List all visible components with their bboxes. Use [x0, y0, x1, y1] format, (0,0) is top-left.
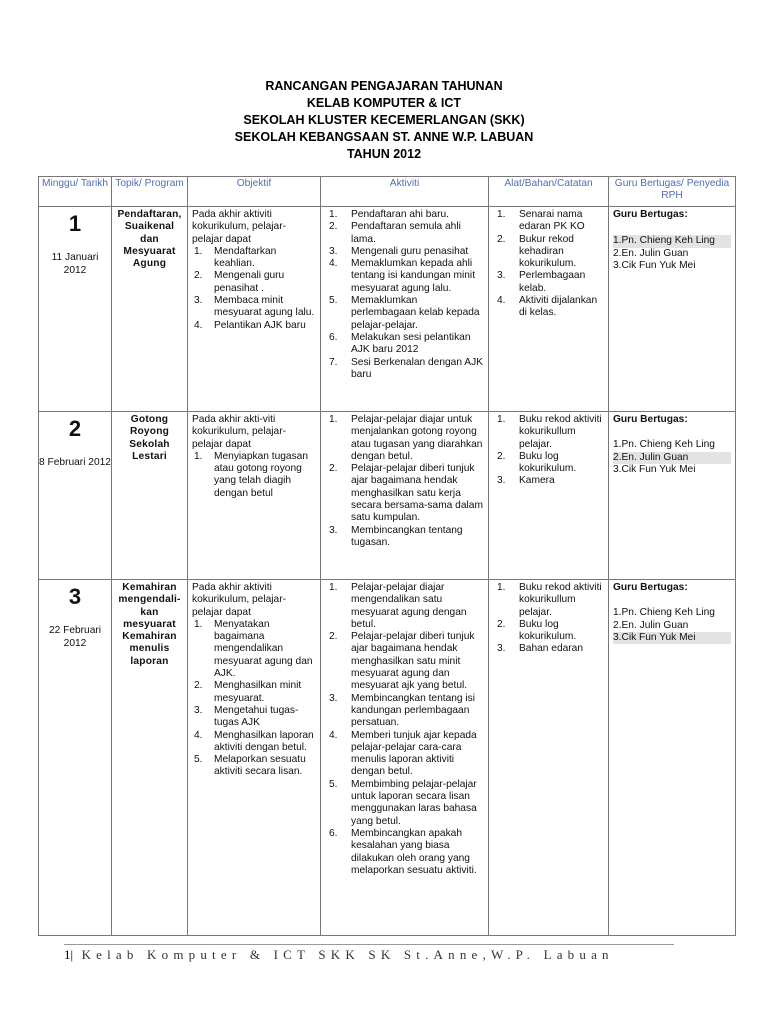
item-text: Sesi Berkenalan dengan AJK baru: [351, 356, 483, 380]
item-number: 1.: [497, 414, 506, 425]
teacher-cell: [609, 580, 736, 936]
item-number: 1.: [194, 245, 203, 257]
activity-item: [325, 295, 484, 332]
activity-cell: [321, 207, 489, 412]
objective-intro: Pada akhir aktiviti kokurikulum, pelajar-pelajar dapat: [192, 209, 286, 245]
item-text: Membimbing pelajar-pelajar untuk laporan secara lisan menggunakan laras bahasa yang betul.: [351, 778, 477, 827]
item-number: 1.: [497, 209, 506, 220]
item-number: 4.: [194, 729, 203, 741]
week-number: 1: [68, 211, 82, 236]
teacher-cell: [609, 412, 736, 580]
objective-item: [192, 320, 316, 332]
footer-rule: [64, 944, 674, 945]
activity-item: [325, 332, 484, 357]
item-number: 7.: [329, 356, 338, 368]
header-teacher: Guru Bertugas/ Penyedia RPH: [609, 177, 736, 207]
week-number: 2: [68, 416, 82, 441]
item-number: 2.: [194, 270, 203, 282]
header-activity: Aktiviti: [321, 177, 489, 207]
objective-item: [192, 270, 316, 295]
activity-item: [325, 258, 484, 295]
title-line: KELAB KOMPUTER & ICT: [306, 96, 462, 110]
item-number: 1.: [329, 414, 338, 425]
tools-cell: [489, 412, 609, 580]
tool-item: [493, 414, 604, 451]
item-text: Perlembagaan kelab.: [519, 270, 586, 294]
item-number: 1.: [497, 582, 506, 593]
activity-cell: [321, 580, 489, 936]
item-number: 4.: [329, 729, 338, 741]
activity-item: [325, 414, 484, 463]
activity-item: [325, 631, 484, 692]
item-number: 1.: [329, 582, 338, 593]
header-week: Minggu/ Tarikh: [39, 177, 112, 207]
week-cell: [39, 207, 112, 412]
objective-list: [192, 451, 316, 500]
teacher-heading: Guru Bertugas:: [613, 209, 688, 220]
week-cell: [39, 412, 112, 580]
table-row: [39, 207, 736, 412]
item-number: 6.: [329, 827, 338, 839]
item-text: Mengetahui tugas-tugas AJK: [214, 704, 299, 729]
tool-item: [493, 619, 604, 644]
document-title: [0, 78, 768, 163]
activity-item: [325, 730, 484, 779]
activity-cell: [321, 412, 489, 580]
title-line: SEKOLAH KLUSTER KECEMERLANGAN (SKK): [243, 113, 525, 127]
week-date: 11 Januari 2012: [51, 252, 99, 276]
objective-cell: [188, 412, 321, 580]
header-tools: Alat/Bahan/Catatan: [489, 177, 609, 207]
activity-item: [325, 221, 484, 246]
item-number: 2.: [194, 680, 203, 692]
objective-list: [192, 619, 316, 779]
item-text: Pelajar-pelajar diberi tunjuk ajar bagaimana hendak menghasilkan satu minit mesyuarat agung dan mesyuarat ajk yang betul.: [351, 631, 475, 692]
teacher-heading: Guru Bertugas:: [613, 582, 688, 593]
item-text: Membincangkan apakah kesalahan yang biasa dilakukan oleh orang yang melaporkan sesuatu aktiviti.: [351, 827, 477, 876]
item-number: 4.: [194, 319, 203, 331]
activity-item: [325, 828, 484, 877]
item-text: Buku rekod aktiviti kokurikullum pelajar.: [519, 582, 602, 618]
activity-item: [325, 779, 484, 828]
item-text: Buku log kokurikulum.: [519, 618, 577, 643]
item-text: Mengenali guru penasihat: [351, 245, 469, 257]
objective-item: [192, 246, 316, 271]
item-number: 2.: [497, 618, 506, 630]
week-date: 22 Februari 2012: [48, 625, 102, 649]
objective-list: [192, 246, 316, 332]
week-number: 3: [68, 584, 82, 609]
plan-table: [38, 176, 736, 936]
item-text: Melakukan sesi pelantikan AJK baru 2012: [351, 331, 471, 356]
teacher-name: 3.Cik Fun Yuk Mei: [613, 632, 731, 644]
title-line: TAHUN 2012: [346, 147, 422, 161]
teacher-name: 3.Cik Fun Yuk Mei: [613, 463, 696, 475]
teacher-name: 3.Cik Fun Yuk Mei: [613, 259, 696, 271]
item-text: Membincangkan tentang isi kandungan perlembagaan persatuan.: [351, 692, 476, 729]
activity-item: [325, 246, 484, 258]
item-number: 3.: [497, 270, 506, 282]
item-text: Pelajar-pelajar diajar untuk menjalankan gotong royong atau tugasan yang diarahkan dengan betul.: [351, 414, 483, 462]
activity-list: [325, 209, 484, 381]
item-text: Menghasilkan laporan aktiviti dengan betul.: [214, 729, 314, 753]
teacher-name: 2.En. Julin Guan: [613, 452, 731, 464]
item-number: 5.: [329, 778, 338, 790]
item-text: Membincangkan tentang tugasan.: [351, 524, 463, 548]
item-text: Senarai nama edaran PK KO: [519, 209, 585, 233]
topic-cell: Gotong Royong Sekolah Lestari: [112, 412, 188, 580]
item-number: 6.: [329, 331, 338, 343]
item-text: Pelantikan AJK baru: [214, 319, 306, 331]
item-number: 4.: [329, 258, 338, 270]
item-number: 5.: [329, 295, 338, 307]
item-text: Mengenali guru penasihat .: [214, 270, 285, 294]
item-number: 1.: [194, 450, 203, 462]
teacher-name: 1.Pn. Chieng Keh Ling: [613, 235, 731, 247]
item-text: Pendaftaran ahi baru.: [351, 209, 449, 220]
item-number: 3.: [194, 295, 203, 307]
table-header-row: [39, 177, 736, 207]
item-text: Membaca minit mesyuarat agung lalu.: [214, 295, 315, 319]
tool-list: [493, 414, 604, 488]
week-cell: [39, 580, 112, 936]
item-number: 2.: [329, 221, 338, 233]
table-row: [39, 580, 736, 936]
item-number: 1.: [194, 618, 203, 630]
teacher-heading: Guru Bertugas:: [613, 414, 688, 425]
table-row: [39, 412, 736, 580]
activity-item: [325, 693, 484, 730]
teacher-name: 1.Pn. Chieng Keh Ling: [613, 439, 715, 451]
item-number: 4.: [497, 295, 506, 307]
item-number: 3.: [497, 643, 506, 655]
tool-list: [493, 209, 604, 320]
item-text: Buku rekod aktiviti kokurikullum pelajar.: [519, 414, 602, 450]
tool-item: [493, 643, 604, 655]
tools-cell: [489, 580, 609, 936]
item-number: 2.: [329, 631, 338, 643]
item-number: 3.: [194, 704, 203, 716]
header-topic: Topik/ Program: [112, 177, 188, 207]
item-text: Pendaftaran semula ahli lama.: [351, 221, 461, 245]
tool-item: [493, 475, 604, 487]
item-text: Memaklumkan kepada ahli tentang isi kandungan minit mesyuarat agung lalu.: [351, 258, 476, 294]
tool-item: [493, 582, 604, 619]
objective-item: [192, 295, 316, 320]
item-number: 3.: [497, 475, 506, 487]
objective-item: [192, 619, 316, 680]
item-text: Memaklumkan perlembagaan kelab kepada pelajar-pelajar.: [351, 295, 480, 331]
item-text: Pelajar-pelajar diberi tunjuk ajar bagaimana hendak menghasilkan satu kerja secara bersama-sama dalam satu kumpulan.: [351, 463, 483, 524]
item-number: 1.: [329, 209, 338, 220]
activity-item: [325, 463, 484, 524]
title-line: RANCANGAN PENGAJARAN TAHUNAN: [265, 79, 503, 93]
page-number: 1: [64, 947, 71, 962]
objective-item: [192, 705, 316, 730]
objective-item: [192, 754, 316, 779]
topic-cell: Kemahiran mengendali-kan mesyuarat Kemahiran menulis laporan: [112, 580, 188, 936]
activity-item: [325, 357, 484, 382]
item-number: 2.: [497, 450, 506, 462]
objective-item: [192, 451, 316, 500]
footer: [64, 947, 614, 963]
item-text: Mendaftarkan keahlian.: [214, 245, 277, 270]
tool-item: [493, 451, 604, 476]
objective-intro: Pada akhir akti-viti kokurikulum, pelajar-pelajar dapat: [192, 414, 286, 450]
objective-intro: Pada akhir aktiviti kokurikulum, pelajar-pelajar dapat: [192, 582, 286, 618]
title-line: SEKOLAH KEBANGSAAN ST. ANNE W.P. LABUAN: [234, 130, 534, 144]
item-text: Bukur rekod kehadiran kokurikulum.: [519, 233, 577, 270]
item-number: 2.: [497, 233, 506, 245]
objective-item: [192, 680, 316, 705]
tool-item: [493, 209, 604, 234]
tool-item: [493, 295, 604, 320]
activity-item: [325, 525, 484, 550]
activity-list: [325, 414, 484, 549]
teacher-name: 1.Pn. Chieng Keh Ling: [613, 607, 715, 619]
item-text: Menyatakan bagaimana mengendalikan mesyuarat agung dan AJK.: [214, 618, 313, 680]
item-text: Aktiviti dijalankan di kelas.: [519, 295, 598, 319]
tool-item: [493, 270, 604, 295]
item-text: Pelajar-pelajar diajar mengendalikan satu mesyuarat agung dengan betul.: [351, 582, 467, 630]
item-text: Memberi tunjuk ajar kepada pelajar-pelajar cara-cara menulis laporan aktiviti dengan betul.: [351, 729, 477, 778]
item-text: Buku log kokurikulum.: [519, 450, 577, 475]
item-text: Menghasilkan minit mesyuarat.: [214, 680, 302, 704]
teacher-cell: [609, 207, 736, 412]
objective-cell: [188, 580, 321, 936]
activity-item: [325, 582, 484, 631]
activity-item: [325, 209, 484, 221]
item-text: Menyiapkan tugasan atau gotong royong yang telah diagih dengan betul: [214, 450, 309, 499]
item-number: 3.: [329, 692, 338, 704]
item-number: 3.: [329, 524, 338, 536]
activity-list: [325, 582, 484, 877]
topic-cell: Pendaftaran, Suaikenal dan Mesyuarat Agung: [112, 207, 188, 412]
item-number: 2.: [329, 463, 338, 475]
item-text: Bahan edaran: [519, 643, 584, 655]
week-date: 8 Februari 2012: [39, 457, 111, 468]
footer-text: Kelab Komputer & ICT SKK SK St.Anne,W.P. Labuan: [81, 947, 614, 962]
tool-list: [493, 582, 604, 656]
item-number: 3.: [329, 245, 338, 257]
item-text: Melaporkan sesuatu aktiviti secara lisan.: [214, 754, 306, 778]
objective-item: [192, 730, 316, 755]
item-text: Kamera: [519, 475, 555, 487]
objective-cell: [188, 207, 321, 412]
tool-item: [493, 234, 604, 271]
item-number: 5.: [194, 754, 203, 766]
header-objective: Objektif: [188, 177, 321, 207]
teacher-name: 2.En. Julin Guan: [613, 247, 689, 259]
footer-separator: |: [70, 947, 74, 962]
tools-cell: [489, 207, 609, 412]
teacher-name: 2.En. Julin Guan: [613, 619, 689, 631]
